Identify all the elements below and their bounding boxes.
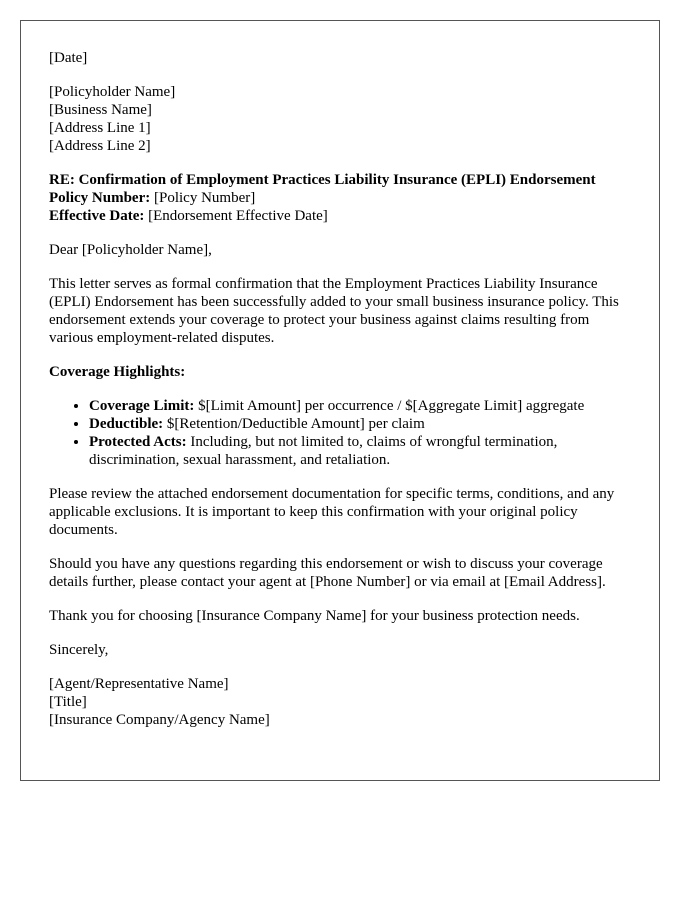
signature-block xyxy=(49,675,631,729)
review-paragraph: Please review the attached endorsement documentation for specific terms, conditions, and any applicable exclusions. It is important to keep this confirmation with your original policy documents. xyxy=(49,486,615,538)
highlight-text: Including, but not limited to, claims of wrongful termination, discrimination, sexual harassment, and retaliation. xyxy=(89,434,558,468)
reference-block xyxy=(49,171,631,225)
highlight-text: $[Retention/Deductible Amount] per claim xyxy=(166,416,425,432)
highlight-label: Deductible: xyxy=(89,416,164,432)
list-item xyxy=(89,433,631,469)
policy-number-label: Policy Number: xyxy=(49,190,151,206)
highlights-heading: Coverage Highlights: xyxy=(49,364,186,380)
recipient-name: [Policyholder Name] xyxy=(49,84,176,100)
highlight-label: Coverage Limit: xyxy=(89,398,195,414)
re-line: RE: Confirmation of Employment Practices Liability Insurance (EPLI) Endorsement xyxy=(49,172,596,188)
signature-name: [Agent/Representative Name] xyxy=(49,676,229,692)
effective-date-line xyxy=(49,207,631,225)
effective-date-value: [Endorsement Effective Date] xyxy=(148,208,328,224)
recipient-business: [Business Name] xyxy=(49,102,152,118)
letter-date: [Date] xyxy=(49,50,88,66)
policy-number-value: [Policy Number] xyxy=(153,190,256,206)
recipient-address-line-2: [Address Line 2] xyxy=(49,138,151,154)
highlight-text: $[Limit Amount] per occurrence / $[Aggregate Limit] aggregate xyxy=(198,398,585,414)
closing: Sincerely, xyxy=(49,642,109,658)
signature-title: [Title] xyxy=(49,694,87,710)
recipient-address-line-1: [Address Line 1] xyxy=(49,120,151,136)
signature-company: [Insurance Company/Agency Name] xyxy=(49,712,270,728)
list-item xyxy=(89,415,631,433)
intro-paragraph: This letter serves as formal confirmation that the Employment Practices Liability Insurance (EPLI) Endorsement has been successfully added to your small business insurance policy. This endorsement extends your coverage to protect your business against claims resulting from various employment-related disputes. xyxy=(49,276,619,346)
letter-page xyxy=(20,20,660,781)
salutation: Dear [Policyholder Name], xyxy=(49,242,212,258)
recipient-address xyxy=(49,83,631,155)
questions-paragraph: Should you have any questions regarding this endorsement or wish to discuss your coverage details further, please contact your agent at [Phone Number] or via email at [Email Address]. xyxy=(49,556,606,590)
policy-number-line xyxy=(49,189,631,207)
list-item xyxy=(89,397,631,415)
highlights-list xyxy=(49,397,631,469)
highlight-label: Protected Acts: xyxy=(89,434,187,450)
effective-date-label: Effective Date: xyxy=(49,208,145,224)
thanks-paragraph: Thank you for choosing [Insurance Company Name] for your business protection needs. xyxy=(49,608,580,624)
